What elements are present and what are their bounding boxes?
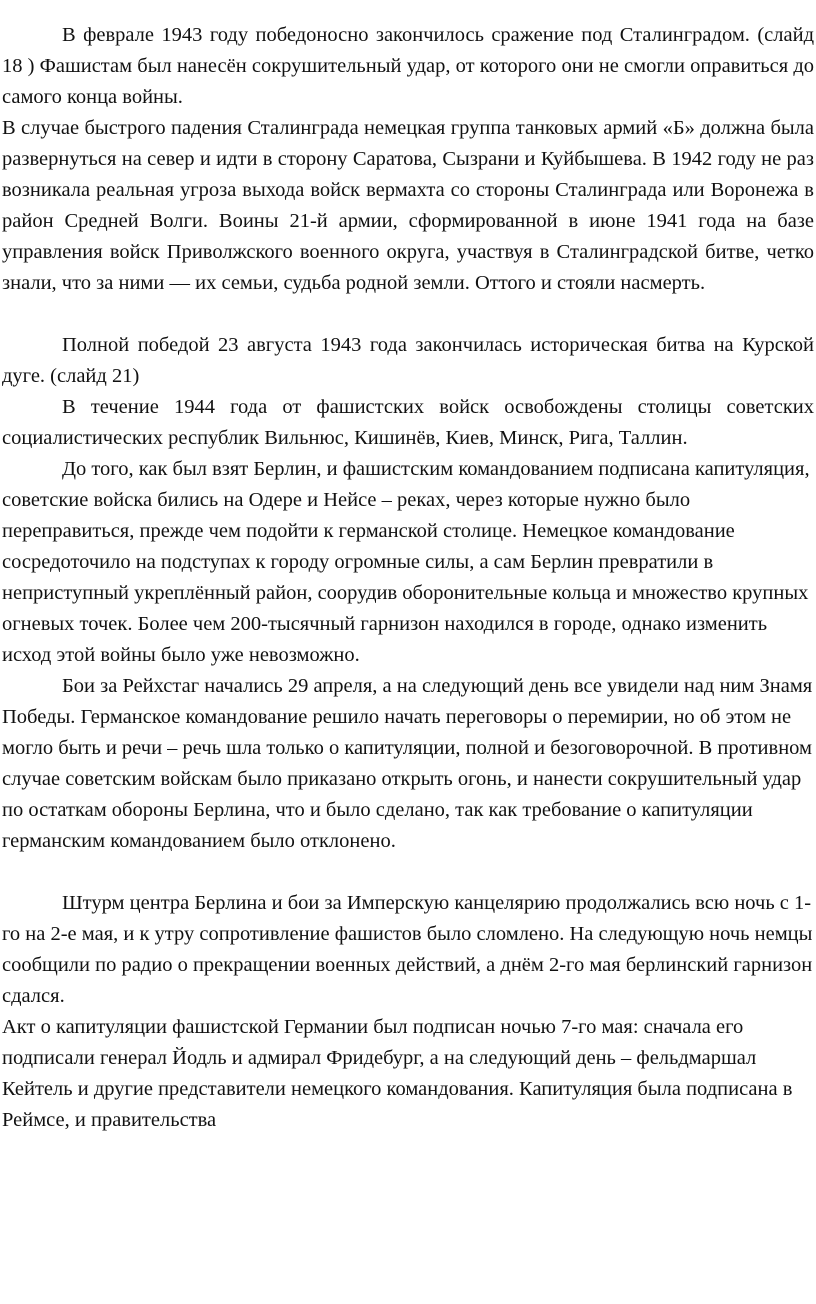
paragraph-berlin-assault: Штурм центра Берлина и бои за Имперскую канцелярию продолжались всю ночь с 1-го на 2-е мая, и к утру сопротивление фашистов было сломлено. На следующую ночь немцы сообщили по радио о прекращении военных действий, а днём 2-го мая берлинский гарнизон сдался. [2, 892, 813, 1007]
paragraph-stalingrad-victory: В феврале 1943 году победоносно закончилось сражение под Сталинградом. (слайд 18 ) Фашистам был нанесён сокрушительный удар, от которого они не смогли оправиться до самого конца войны. [2, 24, 814, 108]
paragraph-kursk: Полной победой 23 августа 1943 года закончилась историческая битва на Курской дуге. (слайд 21) [2, 334, 814, 387]
paragraph-spacer [2, 857, 814, 888]
paragraph-army-group-b: В случае быстрого падения Сталинграда немецкая группа танковых армий «Б» должна была развернуться на север и идти в сторону Саратова, Сызрани и Куйбышева. В 1942 году не раз возникала реальная угроза выхода войск вермахта со стороны Сталинграда или Воронежа в район Средней Волги. Воины 21-й армии, сформированной в июне 1941 года на базе управления войск Приволжского военного округа, участвуя в Сталинградской битве, четко знали, что за ними — их семьи, судьба родной земли. Оттого и стояли насмерть. [2, 117, 814, 294]
paragraph-spacer [2, 299, 814, 330]
paragraph-surrender-act: Акт о капитуляции фашистской Германии был подписан ночью 7-го мая: сначала его подписали генерал Йодль и адмирал Фридебург, а на следующий день – фельдмаршал Кейтель и другие представители немецкого командования. Капитуляция была подписана в Реймсе, и правительства [2, 1016, 793, 1131]
paragraph-1944-capitals: В течение 1944 года от фашистских войск освобождены столицы советских социалистических республик Вильнюс, Кишинёв, Киев, Минск, Рига, Таллин. [2, 396, 814, 449]
paragraph-reichstag: Бои за Рейхстаг начались 29 апреля, а на следующий день все увидели над ним Знамя Победы. Германское командование решило начать переговоры о перемирии, но об этом не могло быть и речи – речь шла только о капитуляции, полной и безоговорочной. В противном случае советским войскам было приказано открыть огонь, и нанести сокрушительный удар по остаткам обороны Берлина, что и было сделано, так как требование о капитуляции германским командованием было отклонено. [2, 675, 813, 852]
paragraph-berlin-approach: До того, как был взят Берлин, и фашистским командованием подписана капитуляция, советские войска бились на Одере и Нейсе – реках, через которые нужно было переправиться, прежде чем подойти к германской столице. Немецкое командование сосредоточило на подступах к городу огромные силы, а сам Берлин превратили в неприступный укреплённый район, соорудив оборонительные кольца и множество крупных огневых точек. Более чем 200-тысячный гарнизон находился в городе, однако изменить исход этой войны было уже невозможно. [2, 458, 810, 666]
